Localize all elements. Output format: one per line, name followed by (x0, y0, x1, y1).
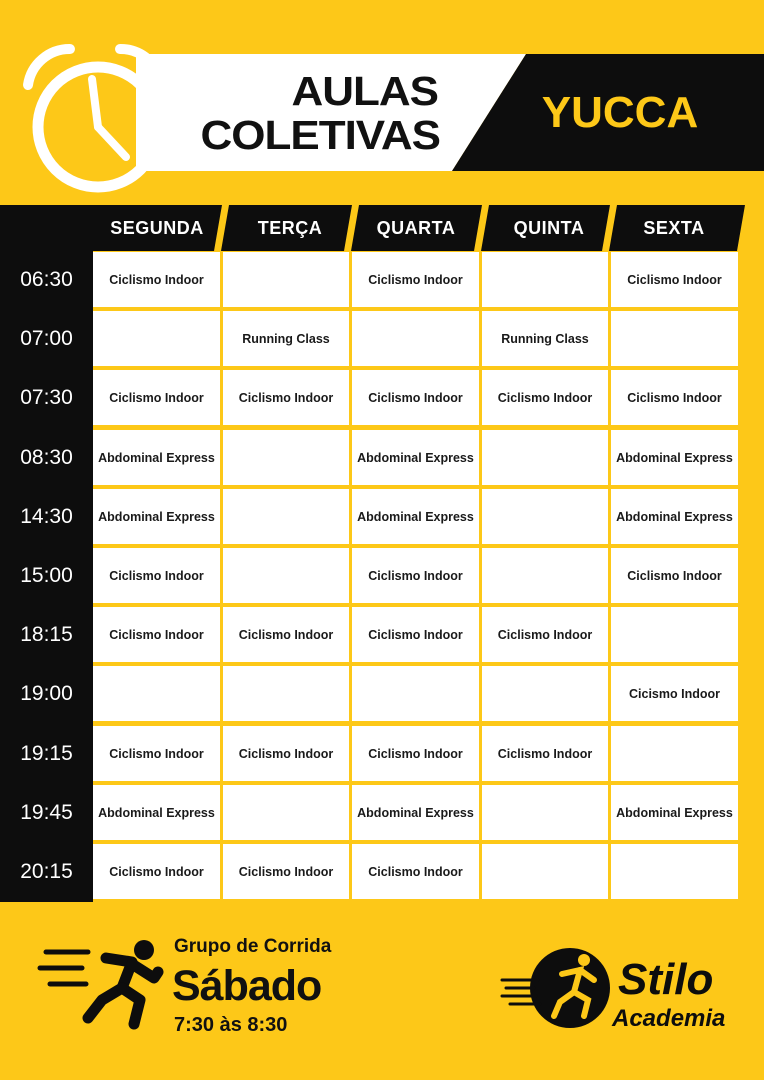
day-label-4: QUINTA (513, 218, 585, 238)
schedule-cell (93, 666, 220, 721)
schedule-cell (223, 785, 349, 840)
schedule-cell: Ciclismo Indoor (352, 844, 479, 899)
stilo-academia-logo (500, 940, 740, 1035)
schedule-cell (223, 489, 349, 544)
schedule-cell (482, 430, 608, 485)
time-label: 14:30 (20, 505, 73, 528)
schedule-cell: Abdominal Express (352, 430, 479, 485)
schedule-cell (482, 252, 608, 307)
run-group-day: Sábado (172, 962, 322, 1010)
schedule-cell: Ciclismo Indoor (93, 370, 220, 425)
schedule-cell: Ciclismo Indoor (93, 548, 220, 603)
day-label-1: SEGUNDA (110, 218, 204, 238)
schedule-cell (482, 785, 608, 840)
schedule-cell (352, 311, 479, 366)
runner-icon (36, 938, 166, 1030)
schedule-cell: Ciclismo Indoor (482, 607, 608, 662)
schedule-cell (482, 489, 608, 544)
schedule-cell: Ciclismo Indoor (352, 726, 479, 781)
schedule-cell: Ciclismo Indoor (611, 548, 738, 603)
time-label: 19:45 (20, 801, 73, 824)
time-label: 19:15 (20, 742, 73, 765)
day-label-3: QUARTA (376, 218, 456, 238)
time-label: 18:15 (20, 623, 73, 646)
schedule-cell (482, 548, 608, 603)
schedule-cell: Abdominal Express (93, 785, 220, 840)
schedule-cell (223, 252, 349, 307)
time-label: 08:30 (20, 446, 73, 469)
schedule-cell: Ciclismo Indoor (223, 844, 349, 899)
schedule-cell: Ciclismo Indoor (352, 370, 479, 425)
schedule-cell: Ciclismo Indoor (93, 607, 220, 662)
day-label-2: TERÇA (257, 218, 323, 238)
schedule-cell: Ciclismo Indoor (482, 726, 608, 781)
time-label: 06:30 (20, 268, 73, 291)
schedule-cell: Ciclismo Indoor (611, 370, 738, 425)
schedule-cell (223, 430, 349, 485)
schedule-cell: Abdominal Express (93, 489, 220, 544)
brand-name: Stilo (618, 955, 714, 1004)
schedule-cell (223, 548, 349, 603)
location-label: YUCCA (541, 88, 699, 137)
brand-sub: Academia (612, 1005, 726, 1032)
title-line-2: COLETIVAS (200, 113, 440, 159)
schedule-cell: Abdominal Express (352, 785, 479, 840)
schedule-cell: Ciclismo Indoor (93, 252, 220, 307)
schedule-cell: Ciclismo Indoor (482, 370, 608, 425)
schedule-cell: Abdominal Express (352, 489, 479, 544)
schedule-cell: Cicismo Indoor (611, 666, 738, 721)
time-label: 15:00 (20, 564, 73, 587)
schedule-cell (352, 666, 479, 721)
schedule-cell (482, 666, 608, 721)
schedule-cell: Ciclismo Indoor (352, 548, 479, 603)
day-label-5: SEXTA (643, 218, 705, 238)
schedule-cell: Abdominal Express (611, 489, 738, 544)
schedule-cell (223, 666, 349, 721)
schedule-cell: Ciclismo Indoor (223, 370, 349, 425)
schedule-cell: Ciclismo Indoor (352, 252, 479, 307)
schedule-cell (611, 311, 738, 366)
schedule-cell: Ciclismo Indoor (93, 844, 220, 899)
schedule-cell: Abdominal Express (611, 430, 738, 485)
time-label: 07:00 (20, 327, 73, 350)
time-label: 20:15 (20, 860, 73, 883)
schedule-cell (93, 311, 220, 366)
run-group-title: Grupo de Corrida (174, 936, 332, 957)
schedule-cell: Running Class (482, 311, 608, 366)
schedule-cell (482, 844, 608, 899)
schedule-cell: Ciclismo Indoor (223, 726, 349, 781)
schedule-cell: Ciclismo Indoor (93, 726, 220, 781)
schedule-cell (611, 844, 738, 899)
schedule-cell: Ciclismo Indoor (352, 607, 479, 662)
title-line-1: AULAS (291, 69, 438, 115)
schedule-cell: Abdominal Express (611, 785, 738, 840)
time-label: 19:00 (20, 682, 73, 705)
schedule-cell: Ciclismo Indoor (611, 252, 738, 307)
schedule-cell: Ciclismo Indoor (223, 607, 349, 662)
schedule-cell: Abdominal Express (93, 430, 220, 485)
time-label: 07:30 (20, 386, 73, 409)
schedule-cell (611, 726, 738, 781)
run-group-time: 7:30 às 8:30 (174, 1014, 288, 1036)
schedule-cell (611, 607, 738, 662)
schedule-cell: Running Class (223, 311, 349, 366)
